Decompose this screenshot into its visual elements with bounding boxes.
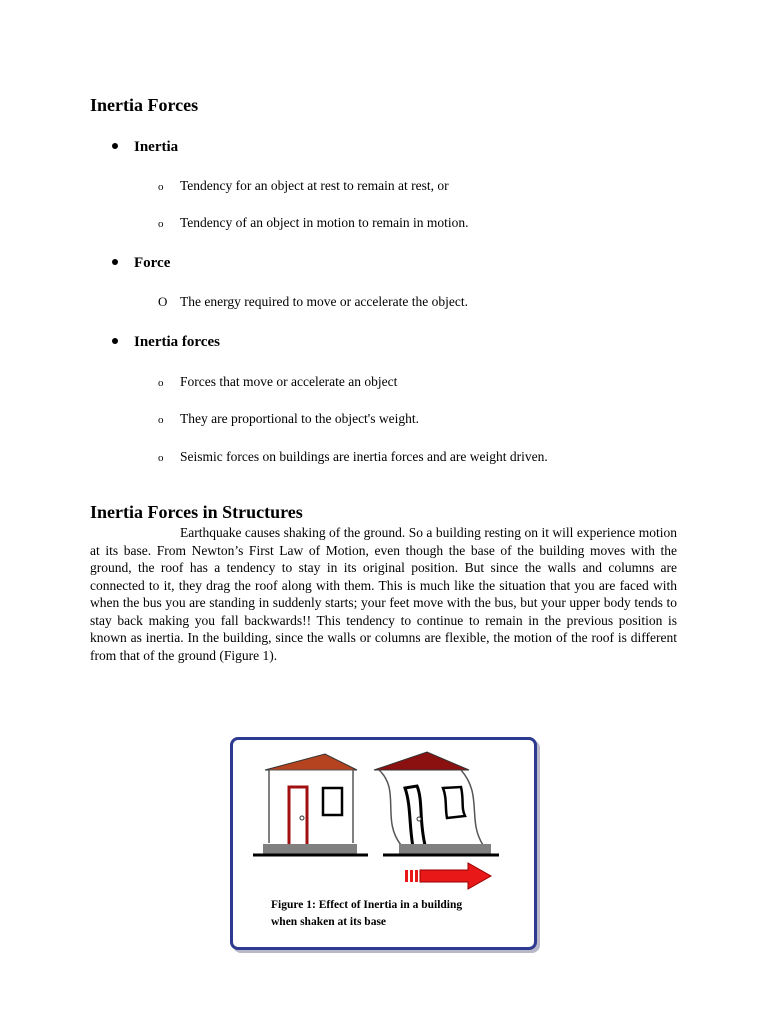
bullet-force	[112, 255, 170, 272]
bullet-dot-icon	[112, 259, 118, 265]
sub-item	[158, 411, 419, 427]
bullet-label: Force	[134, 255, 171, 271]
circle-bullet-icon: o	[158, 218, 164, 230]
bullet-inertia	[112, 139, 178, 156]
circle-bullet-icon: o	[158, 452, 164, 464]
left-roof	[265, 754, 357, 770]
left-door	[289, 787, 307, 846]
page-title: Inertia Forces	[90, 95, 199, 115]
sub-item	[158, 374, 397, 390]
sub-item-text: Forces that move or accelerate an object	[180, 374, 398, 389]
caption-line-1: Figure 1: Effect of Inertia in a building	[271, 899, 463, 911]
right-door	[405, 786, 425, 847]
sub-item	[158, 449, 548, 465]
bullet-label: Inertia	[134, 139, 179, 155]
section-paragraph: Earthquake causes shaking of the ground. So a building resting on it will experience motion at its base. From Newton’s First Law of Motion, even though the base of the building moves with the ground, the roof has a tendency to stay in its original position. But since the walls and columns are connected to it, they drag the roof along with them. This is much like the situation that you are faced with when the bus you are standing in suddenly starts; your feet move with the bus, but your upper body tends to stay back making you fall backwards!! This tendency to continue to remain in the previous position is known as inertia. In the building, since the walls or columns are flexible, the motion of the roof is different from that of the ground (Figure 1).	[90, 525, 677, 663]
sub-item	[158, 294, 468, 310]
bullet-dot-icon	[112, 143, 118, 149]
sub-item-text: Tendency of an object in motion to remain in motion.	[180, 215, 469, 230]
caption-line-2: when shaken at its base	[271, 916, 387, 928]
circle-bullet-icon: o	[158, 414, 164, 426]
left-window	[323, 788, 342, 815]
left-base	[263, 844, 357, 854]
sub-item-text: Tendency for an object at rest to remain at rest, or	[180, 178, 449, 193]
right-base	[399, 844, 491, 854]
motion-arrow-icon	[405, 863, 491, 889]
figure-inertia	[230, 737, 537, 950]
bullet-dot-icon	[112, 338, 118, 344]
circle-bullet-icon: o	[158, 377, 164, 389]
sub-item-text: They are proportional to the object's weight.	[180, 411, 419, 426]
section-heading: Inertia Forces in Structures	[90, 502, 303, 522]
bullet-inertia-forces	[112, 334, 220, 351]
sub-item	[158, 178, 449, 194]
figure-caption	[271, 897, 511, 931]
sub-item-text: The energy required to move or accelerate the object.	[180, 294, 468, 309]
right-window	[443, 787, 465, 818]
circle-bullet-icon: O	[158, 294, 168, 309]
right-roof	[374, 752, 469, 770]
bullet-label: Inertia forces	[134, 334, 220, 350]
sub-item-text: Seismic forces on buildings are inertia forces and are weight driven.	[180, 449, 548, 464]
circle-bullet-icon: o	[158, 181, 164, 193]
sub-item	[158, 215, 469, 231]
